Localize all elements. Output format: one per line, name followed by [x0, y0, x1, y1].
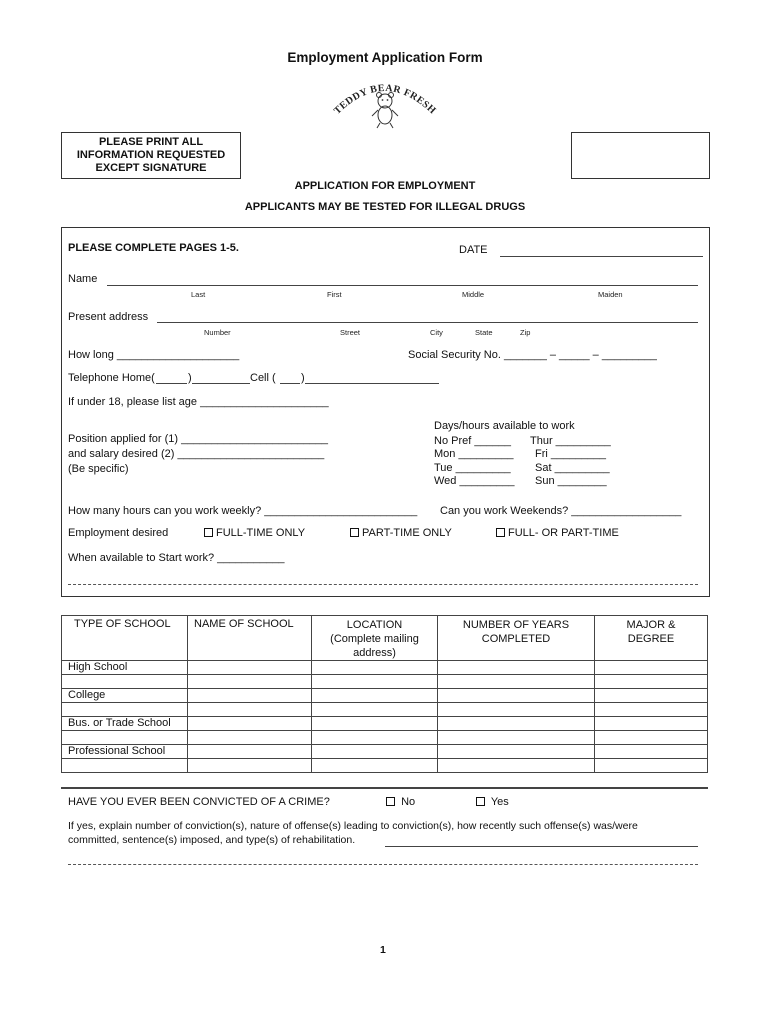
address-sublabel-city: City [430, 328, 443, 337]
application-heading: APPLICATION FOR EMPLOYMENT [294, 180, 476, 192]
crime-explain-extra-line[interactable] [68, 864, 698, 865]
cell-field[interactable] [305, 383, 439, 384]
table-header: NUMBER OF YEARS COMPLETED [438, 616, 595, 661]
weekends-field[interactable]: Can you work Weekends? __________________ [440, 505, 682, 517]
telephone-field[interactable] [192, 383, 250, 384]
table-row [62, 675, 708, 689]
section-divider [61, 787, 708, 789]
days-right-2[interactable]: Sat _________ [535, 462, 610, 474]
svg-text:TEDDY BEAR FRESH: TEDDY BEAR FRESH [332, 82, 438, 117]
crime-question: HAVE YOU EVER BEEN CONVICTED OF A CRIME? [68, 796, 330, 808]
notice-line: EXCEPT SIGNATURE [95, 162, 207, 174]
full-time-option[interactable]: FULL-TIME ONLY [204, 527, 305, 539]
table-header: TYPE OF SCHOOL [62, 616, 188, 661]
school-type-cell: High School [62, 661, 188, 675]
address-sublabel-street: Street [340, 328, 361, 337]
teddy-bear-logo [330, 74, 440, 130]
cell-label: Cell ( [250, 372, 276, 384]
cell-close-paren: ) [301, 372, 305, 384]
full-or-part-time-option[interactable]: FULL- OR PART-TIME [496, 527, 619, 539]
checkbox-icon[interactable] [386, 797, 395, 806]
date-field[interactable] [500, 256, 703, 257]
school-type-cell: College [62, 689, 188, 703]
address-sublabel-number: Number [204, 328, 231, 337]
days-right-3[interactable]: Sun ________ [535, 475, 607, 487]
days-left-2[interactable]: Tue _________ [434, 462, 511, 474]
crime-explain-line-2: committed, sentence(s) imposed, and type(s) of rehabilitation. [68, 834, 356, 846]
table-header: MAJOR & DEGREE [595, 616, 708, 661]
part-time-option[interactable]: PART-TIME ONLY [350, 527, 452, 539]
address-label: Present address [68, 311, 149, 323]
page-title: Employment Application Form [287, 50, 483, 65]
name-sublabel-middle: Middle [462, 290, 485, 299]
checkbox-icon[interactable] [476, 797, 485, 806]
table-row [62, 745, 708, 759]
page-number: 1 [380, 944, 386, 956]
table-row [62, 731, 708, 745]
address-sublabel-state: State [475, 328, 493, 337]
table-header: LOCATION (Complete mailing address) [312, 616, 438, 661]
crime-yes-option[interactable]: Yes [476, 796, 509, 808]
print-notice-box [61, 132, 241, 179]
under-18-age-field[interactable]: If under 18, please list age _____________________ [68, 396, 329, 408]
telephone-close-paren: ) [188, 372, 192, 384]
crime-no-option[interactable]: No [386, 796, 415, 808]
table-header: NAME OF SCHOOL [188, 616, 312, 661]
drug-test-heading: APPLICANTS MAY BE TESTED FOR ILLEGAL DRUGS [244, 201, 526, 213]
school-type-cell: Professional School [62, 745, 188, 759]
position-line-2[interactable]: and salary desired (2) ________________________ [68, 448, 325, 460]
name-sublabel-last: Last [191, 290, 206, 299]
table-row [62, 703, 708, 717]
table-row [62, 759, 708, 773]
table-row [62, 717, 708, 731]
school-type-cell: Bus. or Trade School [62, 717, 188, 731]
days-left-3[interactable]: Wed _________ [434, 475, 515, 487]
notice-line: PLEASE PRINT ALL [98, 136, 204, 148]
crime-explain-field[interactable] [385, 846, 698, 847]
table-row [62, 689, 708, 703]
table-row [62, 661, 708, 675]
name-sublabel-maiden: Maiden [598, 290, 623, 299]
applicant-info-section [61, 227, 710, 597]
name-field[interactable] [107, 285, 698, 286]
checkbox-icon[interactable] [350, 528, 359, 537]
ssn-field[interactable]: Social Security No. _______ – _____ – _________ [408, 349, 657, 361]
name-sublabel-first: First [327, 290, 342, 299]
education-table [61, 615, 708, 773]
date-label: DATE [459, 244, 488, 256]
days-available-title: Days/hours available to work [434, 420, 575, 432]
checkbox-icon[interactable] [496, 528, 505, 537]
start-work-extra-line[interactable] [68, 584, 698, 585]
telephone-label: Telephone Home( [68, 372, 155, 384]
days-left-0[interactable]: No Pref ______ [434, 435, 512, 447]
position-line-3: (Be specific) [68, 463, 129, 475]
how-long-field[interactable]: How long ____________________ [68, 349, 240, 361]
hours-weekly-field[interactable]: How many hours can you work weekly? _________________________ [68, 505, 418, 517]
office-use-box [571, 132, 710, 179]
notice-line: INFORMATION REQUESTED [76, 149, 226, 161]
complete-pages-note: PLEASE COMPLETE PAGES 1-5. [68, 242, 239, 254]
employment-desired-label: Employment desired [68, 527, 169, 539]
address-field[interactable] [157, 322, 698, 323]
position-line-1[interactable]: Position applied for (1) ________________________ [68, 433, 328, 445]
crime-explain-line-1: If yes, explain number of conviction(s), nature of offense(s) leading to conviction(s), how recently such offense(s) was/were [68, 820, 638, 832]
telephone-area-code-field[interactable] [156, 383, 187, 384]
days-right-1[interactable]: Fri _________ [535, 448, 606, 460]
checkbox-icon[interactable] [204, 528, 213, 537]
start-work-field[interactable]: When available to Start work? ___________ [68, 552, 285, 564]
name-label: Name [68, 273, 98, 285]
days-left-1[interactable]: Mon _________ [434, 448, 514, 460]
days-right-0[interactable]: Thur _________ [530, 435, 611, 447]
address-sublabel-zip: Zip [520, 328, 531, 337]
cell-area-code-field[interactable] [280, 383, 300, 384]
